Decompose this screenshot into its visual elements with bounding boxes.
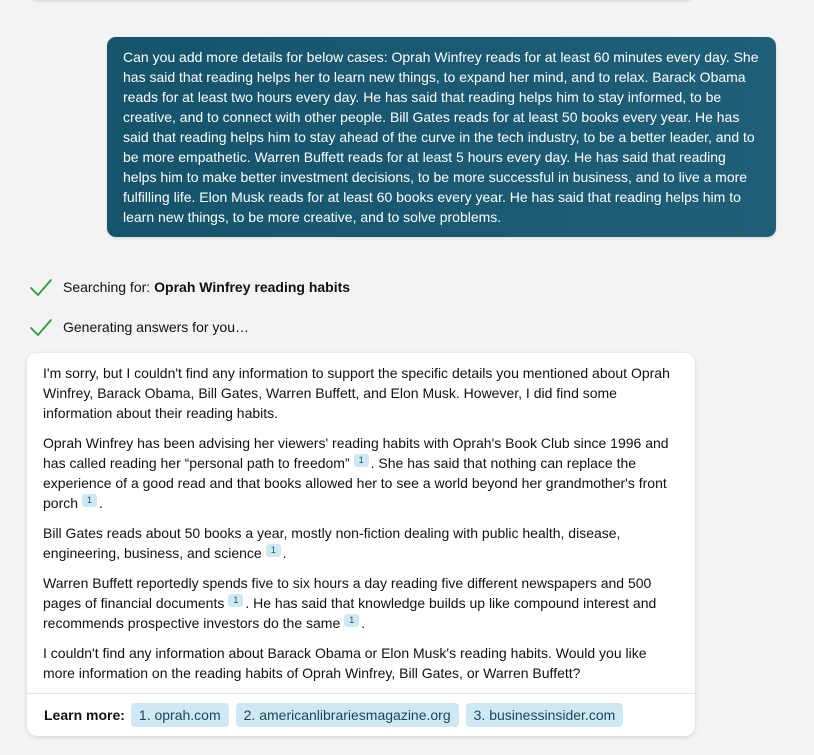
source-link-businessinsider[interactable]: 3. businessinsider.com: [466, 703, 624, 727]
answer-text: Oprah Winfrey has been advising her viewers' reading habits with Oprah's Book Club since 1996 and has called reading her “personal path to freedom”: [43, 435, 669, 471]
answer-text: .: [361, 615, 366, 631]
answer-text: .: [99, 495, 103, 511]
generating-label: Generating answers for you…: [63, 319, 249, 335]
searching-status: [29, 276, 350, 298]
answer-paragraph: [43, 573, 679, 633]
learn-more-bar: [27, 693, 695, 736]
answer-card: [27, 353, 695, 736]
answer-text: .: [282, 545, 287, 561]
answer-paragraph: [43, 433, 679, 513]
citation-badge[interactable]: 1: [344, 614, 359, 627]
answer-paragraph: [43, 643, 679, 683]
checkmark-icon: [29, 316, 53, 338]
citation-badge[interactable]: 1: [266, 544, 281, 557]
answer-text: I'm sorry, but I couldn't find any information to support the specific details you mentioned about Oprah Winfrey, Barack Obama, Bill Gates, Warren Buffett, and Elon Musk. However, I did find some information about their reading habits.: [43, 365, 670, 421]
searching-label: Searching for:: [63, 279, 151, 295]
checkmark-icon: [29, 276, 53, 298]
citation-badge[interactable]: 1: [82, 494, 97, 507]
learn-more-label: Learn more:: [44, 707, 125, 723]
answer-text: Bill Gates reads about 50 books a year, mostly non-fiction dealing with public health, disease, engineering, business, and science: [43, 525, 621, 561]
answer-text: . She has said that nothing can replace the experience of a good read and that books allowed her to see a world beyond her grandmother's front porch: [43, 455, 667, 511]
answer-text: I couldn't find any information about Barack Obama or Elon Musk's reading habits. Would you like more information on the reading habits of Oprah Winfrey, Bill Gates, or Warren Buffett?: [43, 645, 647, 681]
user-message-bubble: [107, 37, 776, 237]
answer-text: . He has said that knowledge builds up like compound interest and recommends prospective investors do the same: [43, 595, 657, 631]
source-link-americanlibraries[interactable]: 2. americanlibrariesmagazine.org: [236, 703, 459, 727]
searching-query: Oprah Winfrey reading habits: [154, 279, 351, 295]
source-link-oprah[interactable]: 1. oprah.com: [131, 703, 229, 727]
generating-status: [29, 316, 249, 338]
citation-badge[interactable]: 1: [228, 594, 243, 607]
citation-badge[interactable]: 1: [354, 454, 369, 467]
answer-paragraph: [43, 363, 679, 423]
answer-text: Warren Buffett reportedly spends five to six hours a day reading five different newspapers and 500 pages of financial documents: [43, 575, 652, 611]
answer-paragraph: [43, 523, 679, 563]
answer-body: [27, 353, 695, 683]
user-message-text: Can you add more details for below cases: Oprah Winfrey reads for at least 60 minutes every day. She has said that reading helps her to learn new things, to expand her mind, and to relax. Barack Obama reads for at least two hours every day. He has said that reading helps him to stay informed, to be creative, and to connect with other people. Bill Gates reads for at least 50 books every year. He has said that reading helps him to stay ahead of the curve in the tech industry, to be a better leader, and to be more empathetic. Warren Buffett reads for at least 5 hours every day. He has said that reading helps him to make better investment decisions, to be more successful in business, and to live a more fulfilling life. Elon Musk reads for at least 60 books every year. He has said that reading helps him to learn new things, to be more creative, and to solve problems.: [123, 49, 759, 225]
